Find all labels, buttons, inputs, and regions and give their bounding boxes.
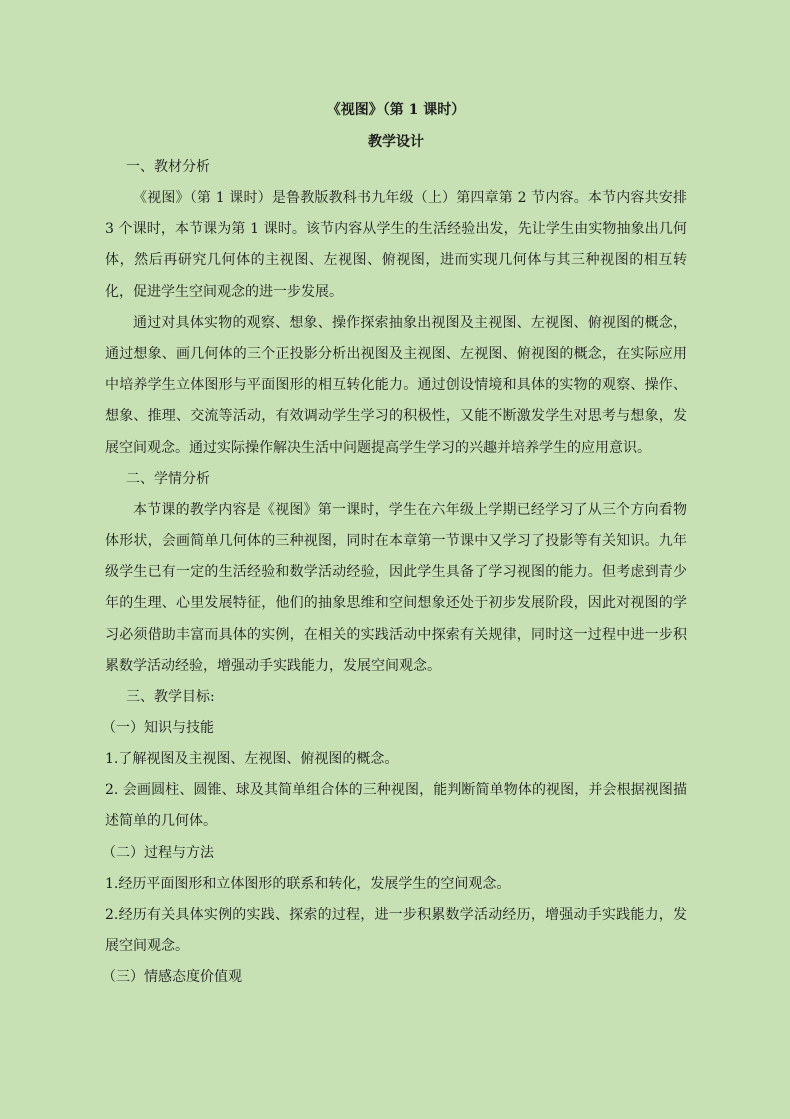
section-heading-teaching-goals: 三、教学目标:: [126, 689, 215, 706]
section-heading-student-analysis: 二、学情分析: [126, 470, 210, 487]
subheading-attitudes-values: （三）情感态度价值观: [102, 969, 242, 986]
paragraph-student-analysis: 本节课的教学内容是《视图》第一课时，学生在六年级上学期已经学习了从三个方向看物体形状，会画简单几何体的三种视图，同时在本章第一节课中又学习了投影等有关知识。九年级学生已有一定的生活经验和数学活动经验，因此学生具备了学习视图的能力。但考虑到青少年的生理、心里发展特征，他们的抽象思维和空间想象还处于初步发展阶段，因此对视图的学习必须借助丰富而具体的实例，在相关的实践活动中探索有关规律，同时这一过程中进一步积累数学活动经验，增强动手实践能力，发展空间观念。: [105, 501, 687, 674]
document-subtitle: 教学设计: [368, 134, 424, 150]
document-page: [102, 96, 687, 993]
section-heading-textbook-analysis: 一、教材分析: [126, 159, 210, 175]
goal-item: 2. 会画圆柱、圆锥、球及其简单组合体的三种视图，能判断简单物体的视图，并会根据视图描述简单的几何体。: [105, 782, 687, 830]
goal-item: 1.了解视图及主视图、左视图、俯视图的概念。: [105, 751, 399, 768]
goal-item: 2.经历有关具体实例的实践、探索的过程，进一步积累数学活动经历，增强动手实践能力，发展空间观念。: [105, 906, 687, 955]
subheading-knowledge-skills: （一）知识与技能: [102, 720, 214, 737]
paragraph-textbook-analysis-1: 《视图》（第 1 课时）是鲁教版教科书九年级（上）第四章第 2 节内容。本节内容共安排 3 个课时，本节课为第 1 课时。该节内容从学生的生活经验出发，先让学生由实物抽象出几何体，然后再研究几何体的主视图、左视图、俯视图，进而实现几何体与其三种视图的相互转化，促进学生空间观念的进一步发展。: [105, 190, 687, 300]
goal-item: 1.经历平面图形和立体图形的联系和转化，发展学生的空间观念。: [105, 875, 511, 892]
paragraph-textbook-analysis-2: 通过对具体实物的观察、想象、操作探索抽象出视图及主视图、左视图、俯视图的概念，通过想象、画几何体的三个正投影分析出视图及主视图、左视图、俯视图的概念，在实际应用中培养学生立体图形与平面图形的相互转化能力。通过创设情境和具体的实物的观察、操作、想象、推理、交流等活动，有效调动学生学习的积极性，又能不断激发学生对思考与想象，发展空间观念。通过实际操作解决生活中问题提高学生学习的兴趣并培养学生的应用意识。: [105, 314, 687, 456]
subheading-process-methods: （二）过程与方法: [102, 844, 214, 861]
document-title: 《视图》（第 1 课时）: [326, 102, 466, 118]
